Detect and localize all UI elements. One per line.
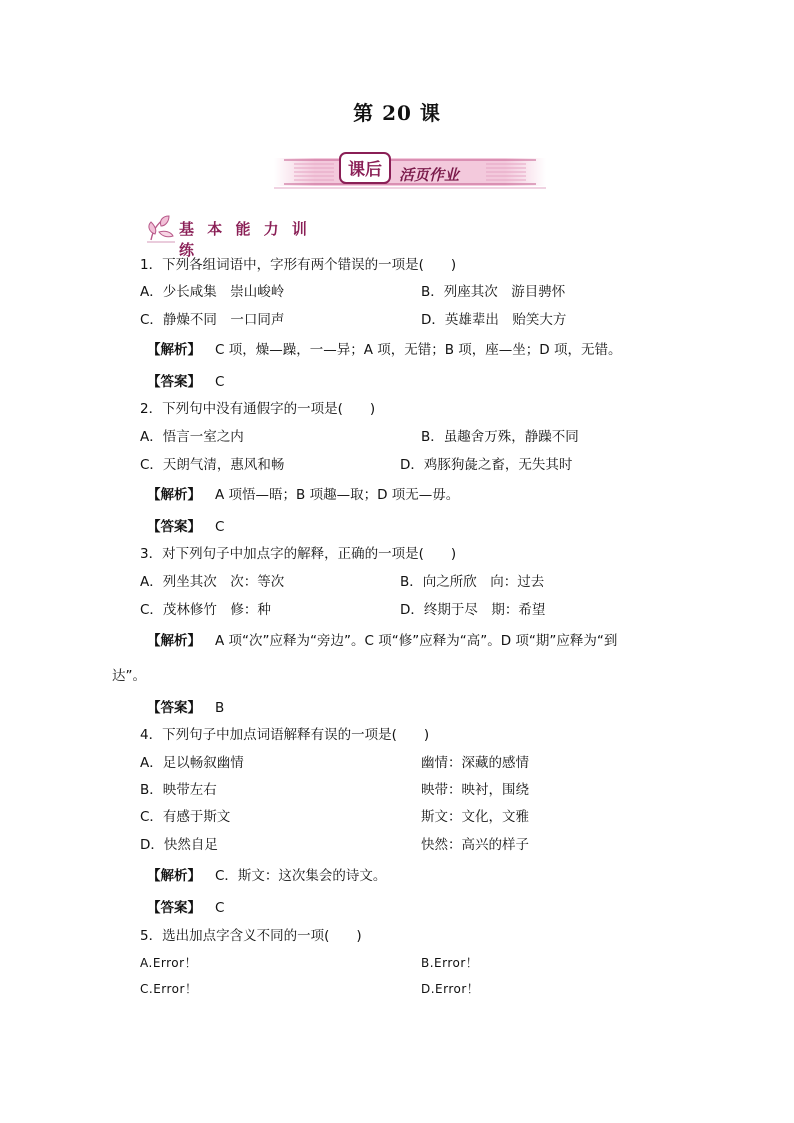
q3-explanation bbox=[147, 632, 617, 650]
q5-option-c: C.Error！ bbox=[140, 982, 198, 996]
q4-option-d: D．快然自足 bbox=[140, 837, 218, 853]
explanation-tag: 【解析】 bbox=[147, 868, 201, 884]
homework-banner bbox=[274, 150, 546, 190]
q3-stem: 3．对下列句子中加点字的解释，正确的一项是( ) bbox=[140, 546, 457, 562]
explanation-text: C．斯文：这次集会的诗文。 bbox=[215, 868, 387, 884]
q4-option-c-definition: 斯文：文化，文雅 bbox=[421, 809, 529, 825]
answer-tag: 【答案】 bbox=[147, 900, 201, 916]
explanation-tag: 【解析】 bbox=[147, 633, 201, 649]
banner-left-label: 课后 bbox=[348, 160, 382, 180]
explanation-tag: 【解析】 bbox=[147, 487, 201, 503]
q5-stem: 5．选出加点字含义不同的一项( ) bbox=[140, 928, 362, 944]
q5-option-d: D.Error！ bbox=[421, 982, 480, 996]
q3-option-b: B．向之所欣 向：过去 bbox=[400, 574, 545, 590]
q3-option-a: A．列坐其次 次：等次 bbox=[140, 574, 285, 590]
q3-option-d: D．终期于尽 期：希望 bbox=[400, 602, 546, 618]
q5-option-a: A.Error！ bbox=[140, 956, 198, 970]
q2-option-a: A．悟言一室之内 bbox=[140, 429, 244, 445]
explanation-tag: 【解析】 bbox=[147, 342, 201, 358]
answer-text: C bbox=[215, 374, 225, 390]
q1-explanation bbox=[147, 341, 621, 359]
answer-tag: 【答案】 bbox=[147, 519, 201, 535]
q4-option-c: C．有感于斯文 bbox=[140, 809, 231, 825]
q1-option-d: D．英雄辈出 贻笑大方 bbox=[421, 312, 567, 328]
q4-explanation bbox=[147, 867, 386, 885]
q4-option-b: B．映带左右 bbox=[140, 782, 217, 798]
answer-tag: 【答案】 bbox=[147, 374, 201, 390]
explanation-text: A 项悟—晤；B 项趣—取；D 项无—毋。 bbox=[215, 487, 460, 503]
q2-option-c: C．天朗气清，惠风和畅 bbox=[140, 457, 285, 473]
q1-option-b: B．列座其次 游目骋怀 bbox=[421, 284, 566, 300]
section-header bbox=[145, 214, 335, 259]
q3-answer bbox=[147, 699, 224, 717]
explanation-text: A 项“次”应释为“旁边”。C 项“修”应释为“高”。D 项“期”应释为“到 bbox=[215, 633, 618, 649]
section-title: 基 本 能 力 训 练 bbox=[179, 220, 311, 259]
q1-answer bbox=[147, 373, 224, 391]
q4-answer bbox=[147, 899, 224, 917]
q4-option-b-definition: 映带：映衬，围绕 bbox=[421, 782, 529, 798]
q2-option-d: D．鸡豚狗彘之畜，无失其时 bbox=[400, 457, 573, 473]
flower-icon bbox=[145, 214, 179, 244]
q4-option-a: A．足以畅叙幽情 bbox=[140, 755, 244, 771]
q2-explanation bbox=[147, 486, 459, 504]
q3-option-c: C．茂林修竹 修：种 bbox=[140, 602, 271, 618]
q2-answer bbox=[147, 518, 224, 536]
q5-option-b: B.Error！ bbox=[421, 956, 479, 970]
answer-text: B bbox=[215, 700, 225, 716]
q2-option-b: B．虽趣舍万殊，静躁不同 bbox=[421, 429, 579, 445]
q4-option-d-definition: 快然：高兴的样子 bbox=[421, 837, 529, 853]
q4-stem: 4．下列句子中加点词语解释有误的一项是( ) bbox=[140, 727, 430, 743]
banner-right-label: 活页作业 bbox=[399, 166, 460, 184]
page-title: 第 20 课 bbox=[353, 101, 441, 125]
q1-stem: 1．下列各组词语中，字形有两个错误的一项是( ) bbox=[140, 257, 457, 273]
answer-text: C bbox=[215, 519, 225, 535]
answer-text: C bbox=[215, 900, 225, 916]
answer-tag: 【答案】 bbox=[147, 700, 201, 716]
q4-option-a-definition: 幽情：深藏的感情 bbox=[421, 755, 529, 771]
q3-explanation-cont: 达”。 bbox=[112, 668, 146, 684]
q1-option-a: A．少长咸集 崇山峻岭 bbox=[140, 284, 285, 300]
q1-option-c: C．静燥不同 一口同声 bbox=[140, 312, 285, 328]
explanation-text: C 项，燥—躁，一—异；A 项，无错；B 项，座—坐；D 项，无错。 bbox=[215, 342, 622, 358]
q2-stem: 2．下列句中没有通假字的一项是( ) bbox=[140, 401, 376, 417]
